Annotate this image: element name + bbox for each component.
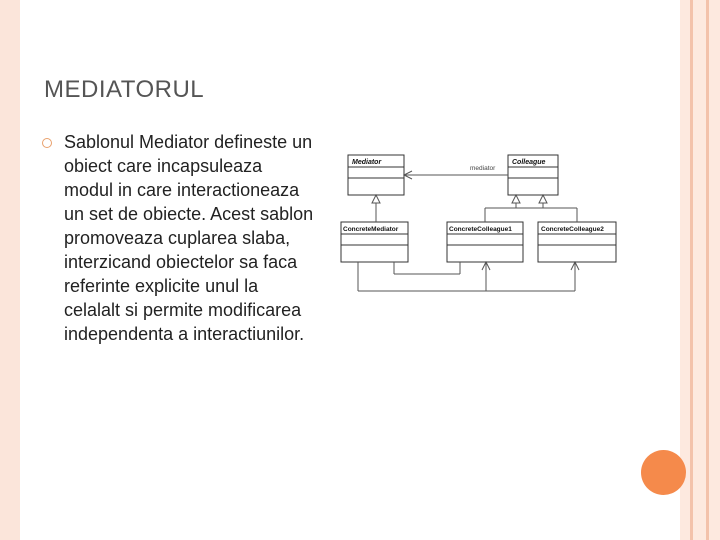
right-frame-line-1 xyxy=(690,0,693,540)
right-frame-border xyxy=(680,0,720,540)
inheritance-mediator xyxy=(372,195,380,222)
left-frame-border xyxy=(0,0,20,540)
association-label: mediator xyxy=(470,165,496,172)
association-concrete-mediator xyxy=(358,262,579,291)
inheritance-colleague xyxy=(485,195,577,222)
label-colleague: Colleague xyxy=(512,159,546,166)
label-mediator: Mediator xyxy=(352,159,382,166)
label-concrete-colleague2: ConcreteColleague2 xyxy=(541,226,604,233)
slide-body-text: Sablonul Mediator defineste un obiect care incapsuleaza modul in care interactioneaza un set de obiecte. Acest sablon promoveaza cuplarea slaba, interzicand obiectelor sa faca referinte explicite unul la celalalt si permite modificarea independenta a interactiunilor. xyxy=(64,132,314,344)
label-concrete-colleague1: ConcreteColleague1 xyxy=(449,226,512,233)
label-concrete-mediator: ConcreteMediator xyxy=(343,226,399,233)
uml-class-diagram xyxy=(338,150,628,300)
slide-title: MEDIATORUL xyxy=(44,76,205,103)
bullet-icon xyxy=(42,138,52,148)
association-mediator xyxy=(404,171,508,179)
right-frame-line-2 xyxy=(706,0,709,540)
decorative-circle xyxy=(641,450,686,495)
